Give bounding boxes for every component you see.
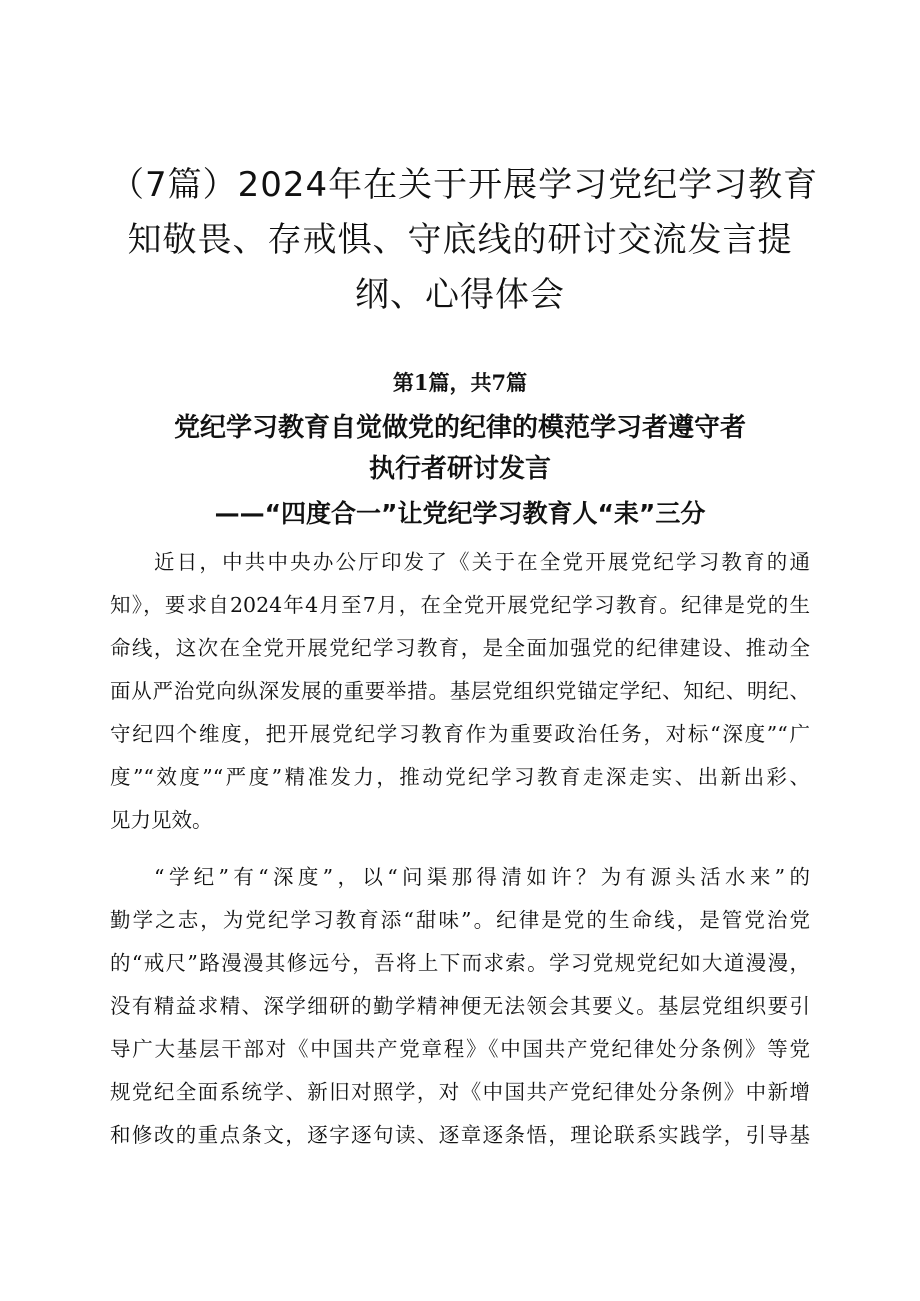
document-title xyxy=(110,158,819,323)
document-body xyxy=(110,541,810,1171)
paragraph-line: 导广大基层干部对《中国共产党章程》《中国共产党纪律处分条例》等党 xyxy=(110,1037,810,1061)
paragraph xyxy=(110,541,810,842)
paragraph-line: 勤学之志，为党纪学习教育添“甜味”。纪律是党的生命线，是管党治党 xyxy=(110,908,810,932)
part-indicator: 第1篇，共7篇 xyxy=(392,370,528,395)
document-title-line: 知敬畏、存戒惧、守底线的研讨交流发言提 xyxy=(127,220,793,260)
paragraph-line: “学纪”有“深度”，以“问渠那得清如许？为有源头活水来”的 xyxy=(154,865,810,889)
section-title xyxy=(130,408,790,490)
paragraph-line: 命线，这次在全党开展党纪学习教育，是全面加强党的纪律建设、推动全 xyxy=(110,636,810,660)
paragraph-line: 度”“效度”“严度”精准发力，推动党纪学习教育走深走实、出新出彩、 xyxy=(110,765,810,789)
paragraph-line: 见力见效。 xyxy=(110,808,213,832)
paragraph-line: 的“戒尺”路漫漫其修远兮，吾将上下而求索。学习党规党纪如大道漫漫， xyxy=(110,951,810,975)
paragraph xyxy=(110,856,810,1157)
section-subtitle: ——“四度合一”让党纪学习教育人“耒”三分 xyxy=(214,499,706,528)
paragraph-line: 面从严治党向纵深发展的重要举措。基层党组织党锚定学纪、知纪、明纪、 xyxy=(110,679,810,703)
paragraph-line: 近日，中共中央办公厅印发了《关于在全党开展党纪学习教育的通 xyxy=(154,550,810,574)
paragraph-line: 知》，要求自2024年4月至7月，在全党开展党纪学习教育。纪律是党的生 xyxy=(110,593,810,617)
document-title-line: 纲、心得体会 xyxy=(355,275,565,315)
document-title-line: （7篇）2024年在关于开展学习党纪学习教育 xyxy=(110,165,819,205)
section-title-line: 执行者研讨发言 xyxy=(368,454,551,484)
paragraph-line: 守纪四个维度，把开展党纪学习教育作为重要政治任务，对标“深度”“广 xyxy=(110,722,810,746)
section-title-line: 党纪学习教育自觉做党的纪律的模范学习者遵守者 xyxy=(173,413,746,443)
paragraph-line: 没有精益求精、深学细研的勤学精神便无法领会其要义。基层党组织要引 xyxy=(110,994,810,1018)
paragraph-line: 规党纪全面系统学、新旧对照学，对《中国共产党纪律处分条例》中新增 xyxy=(110,1080,810,1104)
paragraph-line: 和修改的重点条文，逐字逐句读、逐章逐条悟，理论联系实践学，引导基 xyxy=(110,1123,810,1147)
